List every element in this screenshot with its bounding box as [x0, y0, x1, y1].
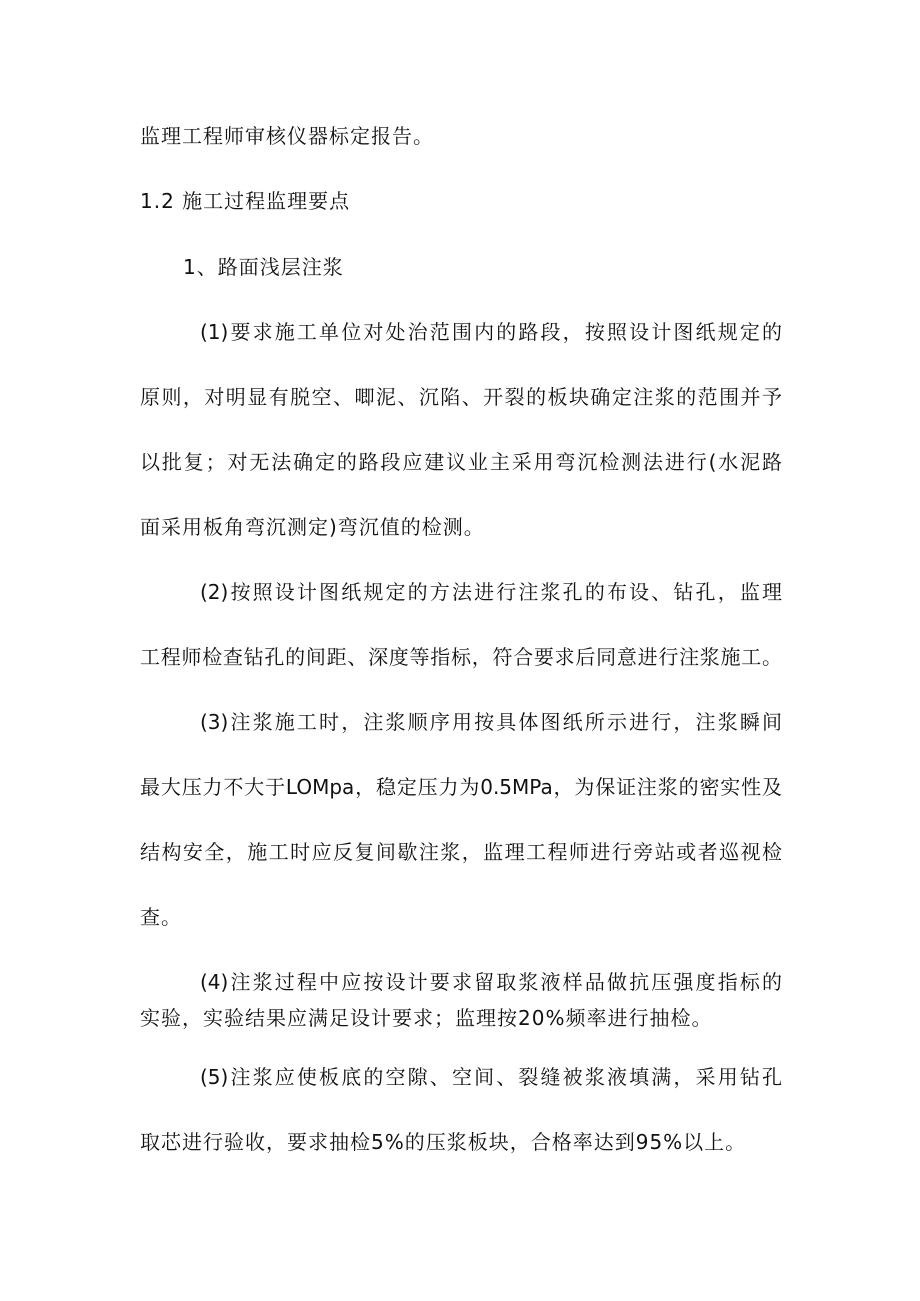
paragraph-line: 原则，对明显有脱空、唧泥、沉陷、开裂的板块确定注浆的范围并予: [140, 385, 782, 409]
paragraph-line: (4)注浆过程中应按设计要求留取浆液样品做抗压强度指标的: [200, 970, 782, 994]
paragraph-line: 以批复；对无法确定的路段应建议业主采用弯沉检测法进行(水泥路: [140, 450, 782, 474]
paragraph-line: 最大压力不大于LOMpa，稳定压力为0.5MPa，为保证注浆的密实性及: [140, 775, 782, 799]
section-heading: 1.2 施工过程监理要点: [140, 189, 351, 213]
paragraph-line: (1)要求施工单位对处治范围内的路段，按照设计图纸规定的: [200, 320, 782, 344]
paragraph-line: 工程师检查钻孔的间距、深度等指标，符合要求后同意进行注浆施工。: [140, 645, 782, 669]
paragraph-line: 结构安全，施工时应反复间歇注浆，监理工程师进行旁站或者巡视检: [140, 840, 782, 864]
subsection-heading: 1、路面浅层注浆: [183, 255, 344, 279]
paragraph-line: (3)注浆施工时，注浆顺序用按具体图纸所示进行，注浆瞬间: [200, 710, 782, 734]
paragraph-line: (5)注浆应使板底的空隙、空间、裂缝被浆液填满，采用钻孔: [200, 1065, 782, 1089]
text-line: 监理工程师审核仪器标定报告。: [140, 124, 434, 148]
paragraph-line: 查。: [140, 905, 182, 929]
paragraph-line: 取芯进行验收，要求抽检5%的压浆板块，合格率达到95%以上。: [140, 1130, 747, 1154]
paragraph-line: (2)按照设计图纸规定的方法进行注浆孔的布设、钻孔，监理: [200, 580, 782, 604]
paragraph-line: 面采用板角弯沉测定)弯沉值的检测。: [140, 515, 485, 539]
paragraph-line: 实验，实验结果应满足设计要求；监理按20%频率进行抽检。: [140, 1006, 713, 1030]
